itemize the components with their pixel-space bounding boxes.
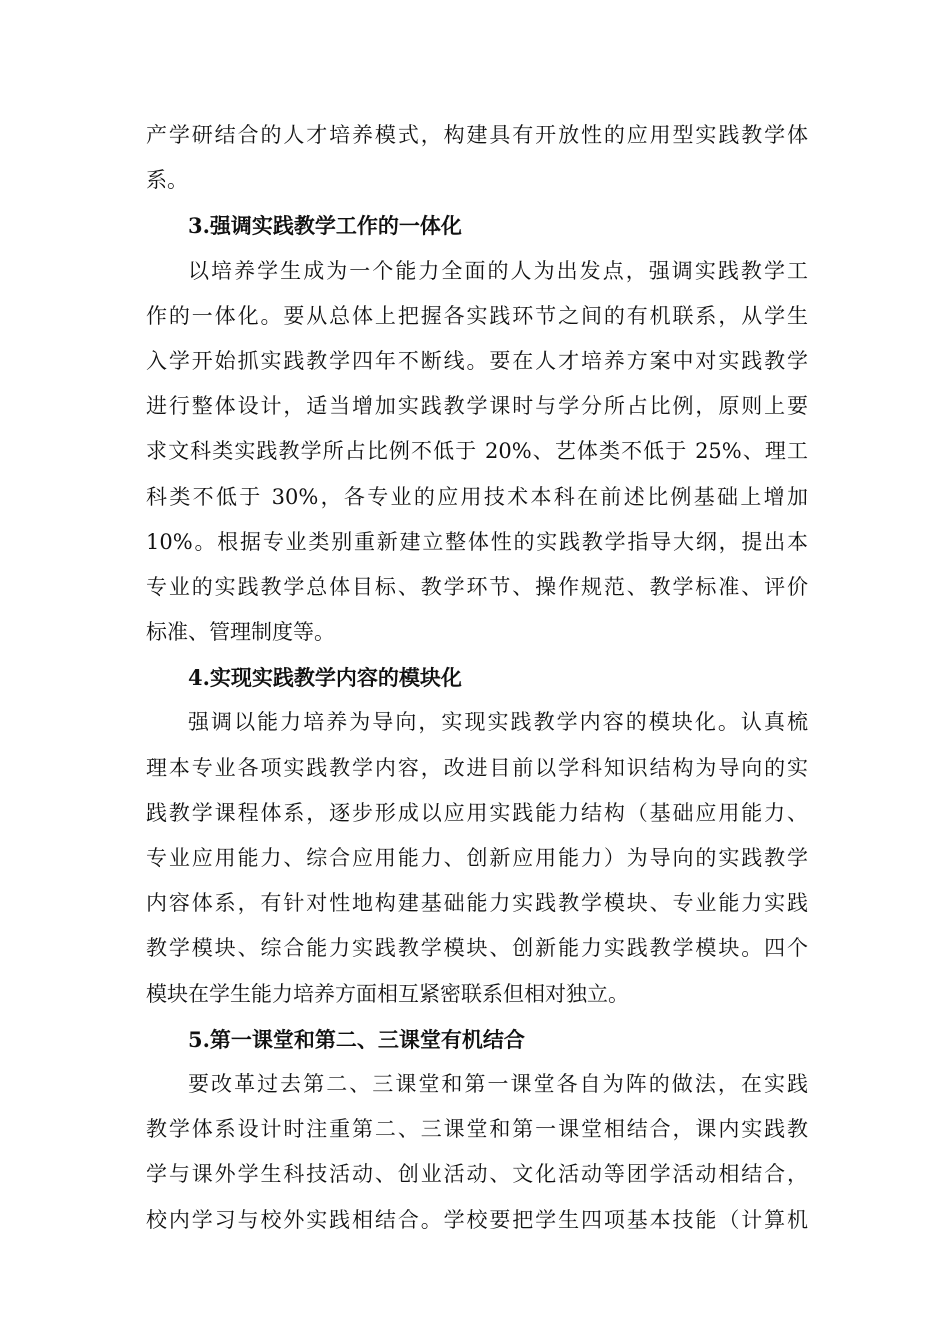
paragraph-line: 科类不低于 30%，各专业的应用技术本科在前述比例基础上增加 (146, 484, 808, 509)
paragraph-line: 教学模块、综合能力实践教学模块、创新能力实践教学模块。四个 (146, 936, 808, 961)
paragraph-line: 学与课外学生科技活动、创业活动、文化活动等团学活动相结合， (146, 1162, 808, 1187)
paragraph-line: 求文科类实践教学所占比例不低于 20%、艺体类不低于 25%、理工 (146, 439, 808, 464)
paragraph-line: 专业的实践教学总体目标、教学环节、操作规范、教学标准、评价 (146, 574, 808, 599)
paragraph-line: 教学体系设计时注重第二、三课堂和第一课堂相结合，课内实践教 (146, 1117, 808, 1142)
paragraph-line: 入学开始抓实践教学四年不断线。要在人才培养方案中对实践教学 (146, 348, 808, 373)
paragraph-line: 模块在学生能力培养方面相互紧密联系但相对独立。 (146, 981, 629, 1006)
paragraph-line: 标准、管理制度等。 (146, 620, 335, 645)
paragraph-first-line: 以培养学生成为一个能力全面的人为出发点，强调实践教学工 (188, 258, 808, 283)
section-heading-3: 3.强调实践教学工作的一体化 (188, 213, 462, 239)
paragraph-line: 理本专业各项实践教学内容，改进目前以学科知识结构为导向的实 (146, 755, 808, 780)
document-body (146, 113, 808, 1243)
paragraph-line: 产学研结合的人才培养模式，构建具有开放性的应用型实践教学体 (146, 123, 808, 147)
paragraph-first-line: 要改革过去第二、三课堂和第一课堂各自为阵的做法，在实践 (188, 1071, 808, 1096)
paragraph-line: 10%。根据专业类别重新建立整体性的实践教学指导大纲，提出本 (146, 529, 808, 554)
paragraph-line: 校内学习与校外实践相结合。学校要把学生四项基本技能（计算机 (146, 1207, 808, 1232)
section-heading-4: 4.实现实践教学内容的模块化 (188, 665, 462, 691)
paragraph-line: 内容体系，有针对性地构建基础能力实践教学模块、专业能力实践 (146, 891, 808, 916)
paragraph-line: 系。 (146, 168, 188, 193)
paragraph-first-line: 强调以能力培养为导向，实现实践教学内容的模块化。认真梳 (188, 710, 808, 735)
section-heading-5: 5.第一课堂和第二、三课堂有机结合 (188, 1026, 525, 1052)
paragraph-line: 作的一体化。要从总体上把握各实践环节之间的有机联系，从学生 (146, 303, 808, 328)
paragraph-line: 进行整体设计，适当增加实践教学课时与学分所占比例，原则上要 (146, 394, 808, 419)
paragraph-line: 专业应用能力、综合应用能力、创新应用能力）为导向的实践教学 (146, 846, 808, 870)
paragraph-line: 践教学课程体系，逐步形成以应用实践能力结构（基础应用能力、 (146, 800, 808, 825)
